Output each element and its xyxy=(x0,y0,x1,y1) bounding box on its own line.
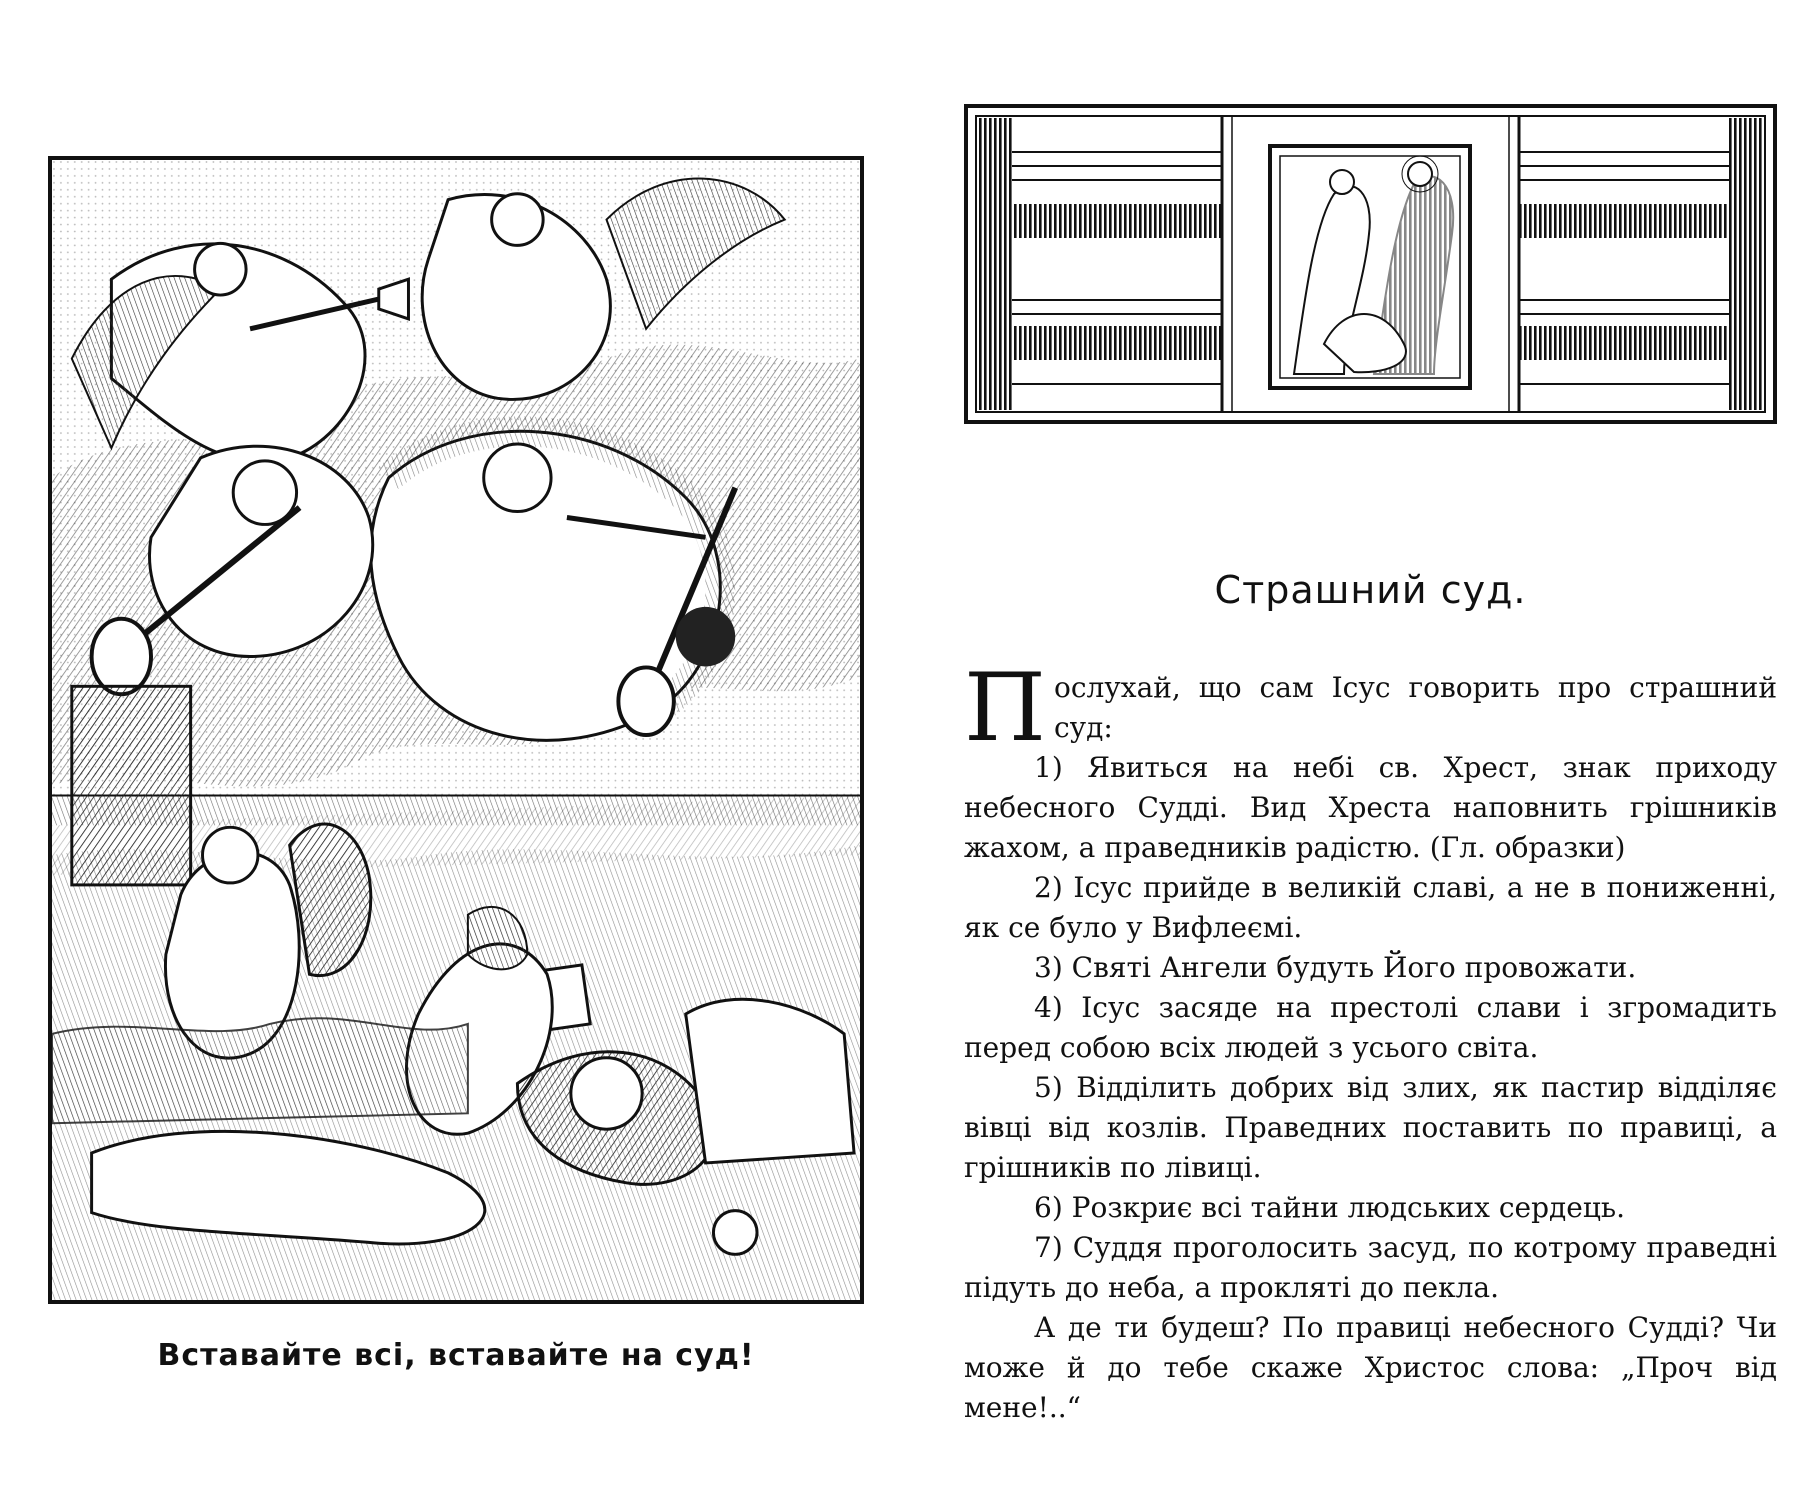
article-body xyxy=(964,654,1777,1428)
engraving-caption: Вставайте всі, вставайте на суд! xyxy=(157,1338,755,1373)
point-3: 3) Святі Ангели будуть Його провожати. xyxy=(1034,951,1637,984)
engraving-illustration xyxy=(52,160,860,1300)
point-6: 6) Розкриє всі тайни людських сердець. xyxy=(1034,1191,1625,1224)
last-judgment-engraving xyxy=(48,156,864,1304)
point-7: 7) Суддя проголосить засуд, по котрому праведні підуть до неба, а прокляті до пекла. xyxy=(964,1231,1777,1304)
intro-paragraph xyxy=(964,654,1777,763)
point-2: 2) Ісус прийде в великій славі, а не в пониженні, як се було у Вифлеємі. xyxy=(964,871,1777,944)
page-title: Страшний суд. xyxy=(1214,568,1527,612)
point-4: 4) Ісус засяде на престолі слави і згромадить перед собою всіх людей з усього світа. xyxy=(964,991,1777,1064)
headpiece-ornament xyxy=(964,104,1777,424)
decorative-headpiece xyxy=(964,104,1777,424)
drop-cap: П xyxy=(964,654,1046,763)
intro-text: ослухай, що сам Ісус говорить про страшний суд: xyxy=(1053,671,1777,744)
point-1: 1) Явиться на небі св. Хрест, знак приходу небесного Судді. Вид Хреста наповнить грішників жахом, а праведників радістю. (Гл. образки) xyxy=(964,751,1777,864)
point-5: 5) Віддiлить добрих від злих, як пастир відділяє вівці від козлів. Праведних поставить по правиці, а грішників по лівиці. xyxy=(964,1071,1777,1184)
closing-paragraph: А де ти будеш? По правиці небесного Судді? Чи може й до тебе скаже Христос слова: „Проч від мене!..“ xyxy=(964,1311,1777,1424)
